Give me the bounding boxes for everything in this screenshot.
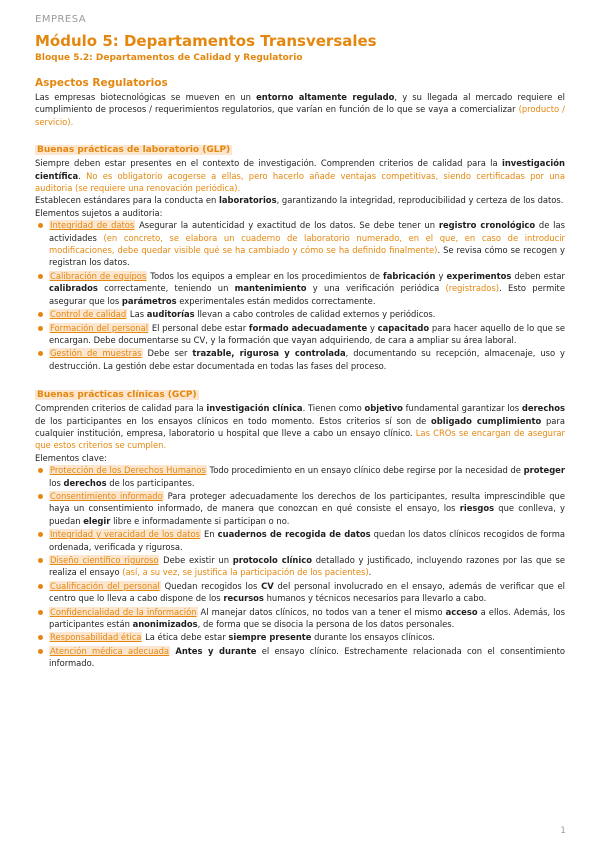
list-item: Formación del personal El personal debe estar formado adecuadamente y capacitado para hacer aquello de lo que se encargan. Debe documentarse su CV, y la formación que vayan adquiriendo, de cara a ampliar su área laboral. bbox=[35, 322, 565, 347]
list-item: Gestión de muestras Debe ser trazable, rigurosa y controlada, documentando su recepción, almacenaje, uso y destrucción. La gestión debe estar documentada en todas las fases del proceso. bbox=[35, 347, 565, 372]
section-heading-regulatorios: Aspectos Regulatorios bbox=[35, 77, 168, 89]
page-title: Módulo 5: Departamentos Transversales bbox=[35, 32, 377, 50]
list-item: Calibración de equipos Todos los equipos a emplear en los procedimientos de fabricación y experimentos deben estar calibrados correctamente, teniendo un mantenimiento y una verificación periódica (registrados). Esto permite asegurar que los parámetros experimentales están medidos correctamente. bbox=[35, 270, 565, 307]
document-page bbox=[35, 14, 565, 671]
gcp-list-label: Elementos clave: bbox=[35, 452, 107, 463]
list-item: Responsabilidad ética La ética debe estar siempre presente durante los ensayos clínicos. bbox=[35, 631, 565, 643]
glp-intro-1: Siempre deben estar presentes en el contexto de investigación. Comprenden criterios de calidad para la investigación científica. No es obligatorio acogerse a ellas, pero hacerlo añade ventajas competitivas, siendo certificadas por una auditoria (se requiere una renovación periódica). bbox=[35, 158, 565, 194]
list-item: Confidencialidad de la información Al manejar datos clínicos, no todos van a tener el mismo acceso a ellos. Además, los participantes están anonimizados, de forma que se disocia la persona de los datos personales. bbox=[35, 606, 565, 631]
regulatorios-paragraph: Las empresas biotecnológicas se mueven en un entorno altamente regulado, y su llegada al mercado requiere el cumplimiento de procesos / requerimientos regulatorios, que varían en función de lo que se vaya a comercializar (producto / servicio). bbox=[35, 92, 565, 127]
section-heading-glp: Buenas prácticas de laboratorio (GLP) bbox=[37, 145, 231, 156]
page-number: 1 bbox=[560, 826, 566, 836]
section-heading-gcp: Buenas prácticas clínicas (GCP) bbox=[37, 390, 197, 401]
page-subtitle: Bloque 5.2: Departamentos de Calidad y Regulatorio bbox=[35, 53, 303, 63]
glp-list-label: Elementos sujetos a auditoria: bbox=[35, 207, 163, 218]
list-item: Protección de los Derechos Humanos Todo procedimiento en un ensayo clínico debe regirse por la necesidad de proteger los derechos de los participantes. bbox=[35, 464, 565, 489]
glp-intro-2: Establecen estándares para la conducta en laboratorios, garantizando la integridad, reproducibilidad y certeza de los datos. bbox=[35, 195, 564, 206]
list-item: Integridad y veracidad de los datos En cuadernos de recogida de datos quedan los datos clínicos recogidos de forma ordenada, verificada y rigurosa. bbox=[35, 528, 565, 553]
gcp-list bbox=[35, 464, 565, 670]
list-item: Diseño científico riguroso Debe existir un protocolo clínico detallado y justificado, incluyendo razones por las que se realiza el ensayo (así, a su vez, se justifica la participación de los pacientes). bbox=[35, 554, 565, 579]
list-item: Atención médica adecuada Antes y durante el ensayo clínico. Estrechamente relacionada con el consentimiento informado. bbox=[35, 645, 565, 670]
company-label: EMPRESA bbox=[35, 14, 87, 25]
list-item: Integridad de datos Asegurar la autenticidad y exactitud de los datos. Se debe tener un registro cronológico de las actividades (en concreto, se elabora un cuaderno de laboratorio numerado, en el que, en caso de introducir modificaciones, debe quedar visible qué se ha cambiado y cómo se ha definido finalmente). Se revisa cómo se recogen y registran los datos. bbox=[35, 219, 565, 269]
gcp-intro: Comprenden criterios de calidad para la investigación clínica. Tienen como objetivo fundamental garantizar los derechos de los participantes en los ensayos clínicos en todo momento. Estos criterios sí son de obligado cumplimiento para cualquier institución, empresa, laboratorio u hospital que lleve a cabo un ensayo clínico. Las CROs se encargan de asegurar que estos criterios se cumplen. bbox=[35, 403, 565, 451]
list-item: Control de calidad Las auditorías llevan a cabo controles de calidad externos y periódicos. bbox=[35, 308, 565, 320]
glp-list bbox=[35, 219, 565, 372]
list-item: Cualificación del personal Quedan recogidos los CV del personal involucrado en el ensayo, además de verificar que el centro que lo lleva a cabo dispone de los recursos humanos y técnicos necesarios para llevarlo a cabo. bbox=[35, 580, 565, 605]
list-item: Consentimiento informado Para proteger adecuadamente los derechos de los participantes, resulta imprescindible que haya un consentimiento informado, de manera que conozcan en qué consiste el ensayo, los riesgos que conlleva, y puedan elegir libre e informadamente si participan o no. bbox=[35, 490, 565, 527]
